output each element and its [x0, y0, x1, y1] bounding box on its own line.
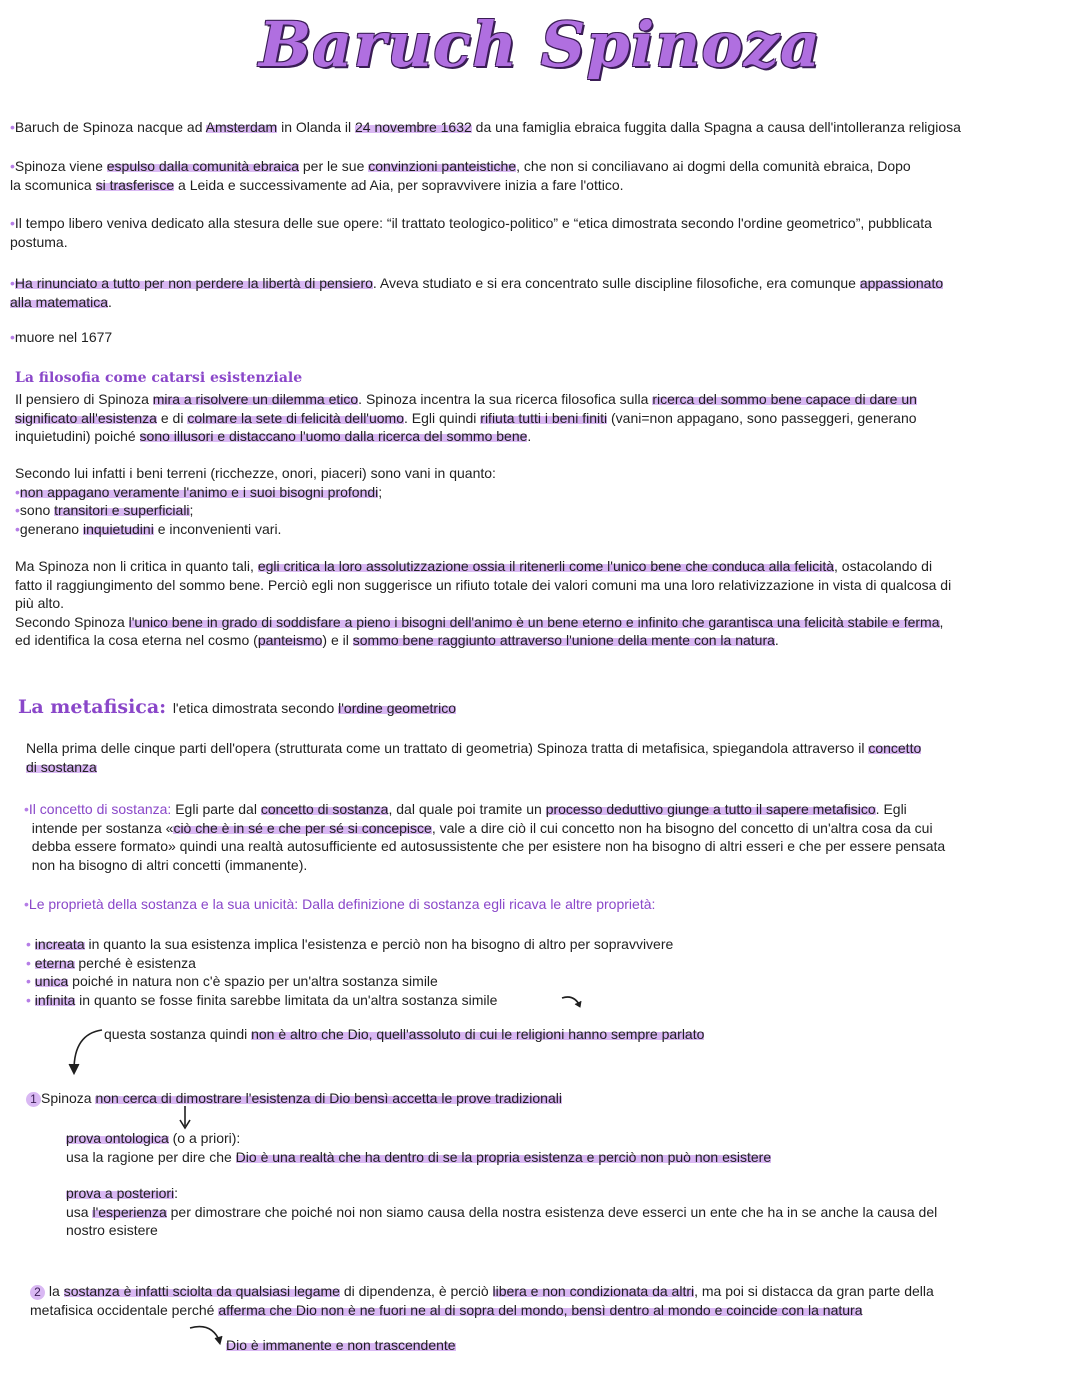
section-subheading: l'etica dimostrata secondo l'ordine geometrico [172, 700, 456, 716]
page-title: Baruch Spinoza [258, 8, 822, 81]
point-2: 2 la sostanza è infatti sciolta da qualsiasi legame di dipendenza, è perciò libera e non condizionata da altri, ma poi si distacca da gran parte della metafisica occidentale perché afferma che Dio non è ne fuori ne al di sopra del mondo, bensì dentro al mondo e coincide con la natura [30, 1283, 934, 1318]
dio-sentence: questa sostanza quindi non è altro che Dio, quell'assoluto di cui le religioni hanno sempre parlato [104, 1026, 705, 1042]
curved-arrow-icon [188, 1322, 224, 1348]
prova-posteriori: prova a posteriori: usa l'esperienza per dimostrare che poiché noi non siamo causa della nostra esistenza deve esserci un ente che ha in se anche la causa del nostro esistere [66, 1185, 938, 1238]
catarsi-paragraph-1: Il pensiero di Spinoza mira a risolvere un dilemma etico. Spinoza incentra la sua ricerca filosofica sulla ricerca del sommo bene capace di dare un significato all'esistenza e di colmare la sete di felicità dell'uomo. Egli quindi rifiuta tutti i beni finiti (vani=non appagano, sono passeggeri, generano inquietudini) poiché sono illusori e distaccano l'uomo dalla ricerca del sommo bene. [15, 391, 917, 444]
bio-paragraph-1: •Baruch de Spinoza nacque ad Amsterdam in Olanda il 24 novembre 1632 da una famiglia ebraica fuggita dalla Spagna a causa dell'intolleranza religiosa [10, 119, 961, 135]
catarsi-paragraph-2: Ma Spinoza non li critica in quanto tali, egli critica la loro assolutizzazione ossia il ritenerli come l'unico bene che conduca alla felicità, ostacolando di fatto il raggiungimento del sommo bene. Perciò egli non suggerisce un rifiuto totale dei valori comuni ma una loro relativizzazione in vista di qualcosa di più alto. Secondo Spinoza l'unico bene in grado di soddisfare a pieno i bisogni dell'animo è un bene eterno e infinito che garantisca una felicità stabile e ferma, ed identifica la cosa eterna nel cosmo (panteismo) e il sommo bene raggiunto attraverso l'unione della mente con la natura. [15, 558, 952, 648]
conclusion: Dio è immanente e non trascendente [226, 1337, 456, 1353]
metafisica-intro: Nella prima delle cinque parti dell'opera (strutturata come un trattato di geometria) Spinoza tratta di metafisica, spiegandola attraverso il concetto di sostanza [26, 740, 922, 775]
number-badge: 1 [26, 1092, 41, 1107]
section-heading-catarsi: La filosofia come catarsi esistenziale [15, 370, 303, 386]
curved-arrow-icon [560, 994, 586, 1014]
bio-paragraph-4: •Ha rinunciato a tutto per non perdere la libertà di pensiero. Aveva studiato e si era concentrato sulle discipline filosofiche, era comunque appassionato alla matematica. [10, 275, 944, 310]
point-1: 1 Spinoza non cerca di dimostrare l'esistenza di Dio bensì accetta le prove tradizionali [26, 1089, 562, 1108]
prova-ontologica: prova ontologica (o a priori): usa la ragione per dire che Dio è una realtà che ha dentro di se la propria esistenza e perciò non può non esistere [66, 1130, 772, 1165]
proprieta-heading: •Le proprietà della sostanza e la sua unicità: Dalla definizione di sostanza egli ricava le altre proprietà: [24, 896, 656, 912]
bio-paragraph-2: •Spinoza viene espulso dalla comunità ebraica per le sue convinzioni panteistiche, che non si conciliavano ai dogmi della comunità ebraica, Dopo la scomunica si trasferisce a Leida e successivamente ad Aia, per sopravvivere inizia a fare l'ottico. [10, 158, 911, 193]
bio-paragraph-3: •Il tempo libero veniva dedicato alla stesura delle sue opere: “il trattato teologico-politico” e “etica dimostrata secondo l'ordine geometrico”, pubblicata postuma. [10, 215, 932, 250]
section-heading-metafisica: La metafisica: l'etica dimostrata secondo l'ordine geometrico [18, 696, 456, 718]
proprieta-list: • increata in quanto la sua esistenza implica l'esistenza e perciò non ha bisogno di altro per sopravvivere • eterna perché è esistenza • unica poiché in natura non c'è spazio per un'altra sostanza simile • infinita in quanto se fosse finita sarebbe limitata da un'altra sostanza simile [26, 936, 674, 1008]
sostanza-paragraph: •Il concetto di sostanza: Egli parte dal concetto di sostanza, dal quale poi tramite un processo deduttivo giunge a tutto il sapere metafisico. Egli intende per sostanza «ciò che è in sé e che per sé si concepisce, vale a dire ciò il cui concetto non ha bisogno del concetto di un'altra cosa da cui debba essere formato» quindi una realtà autosufficiente ed autosussistente che per esistere non ha bisogno di altri esseri e che per essere pensata non ha bisogno di altri concetti (immanente). [24, 801, 946, 873]
number-badge: 2 [30, 1285, 45, 1300]
catarsi-list: Secondo lui infatti i beni terreni (ricchezze, onori, piaceri) sono vani in quanto: •non appagano veramente l'animo e i suoi bisogni profondi; •sono transitori e superficiali; •generano inquietudini e inconvenienti vari. [15, 465, 496, 537]
curved-arrow-icon [64, 1028, 104, 1076]
down-arrow-icon [178, 1106, 192, 1130]
bio-paragraph-5: •muore nel 1677 [10, 329, 113, 345]
